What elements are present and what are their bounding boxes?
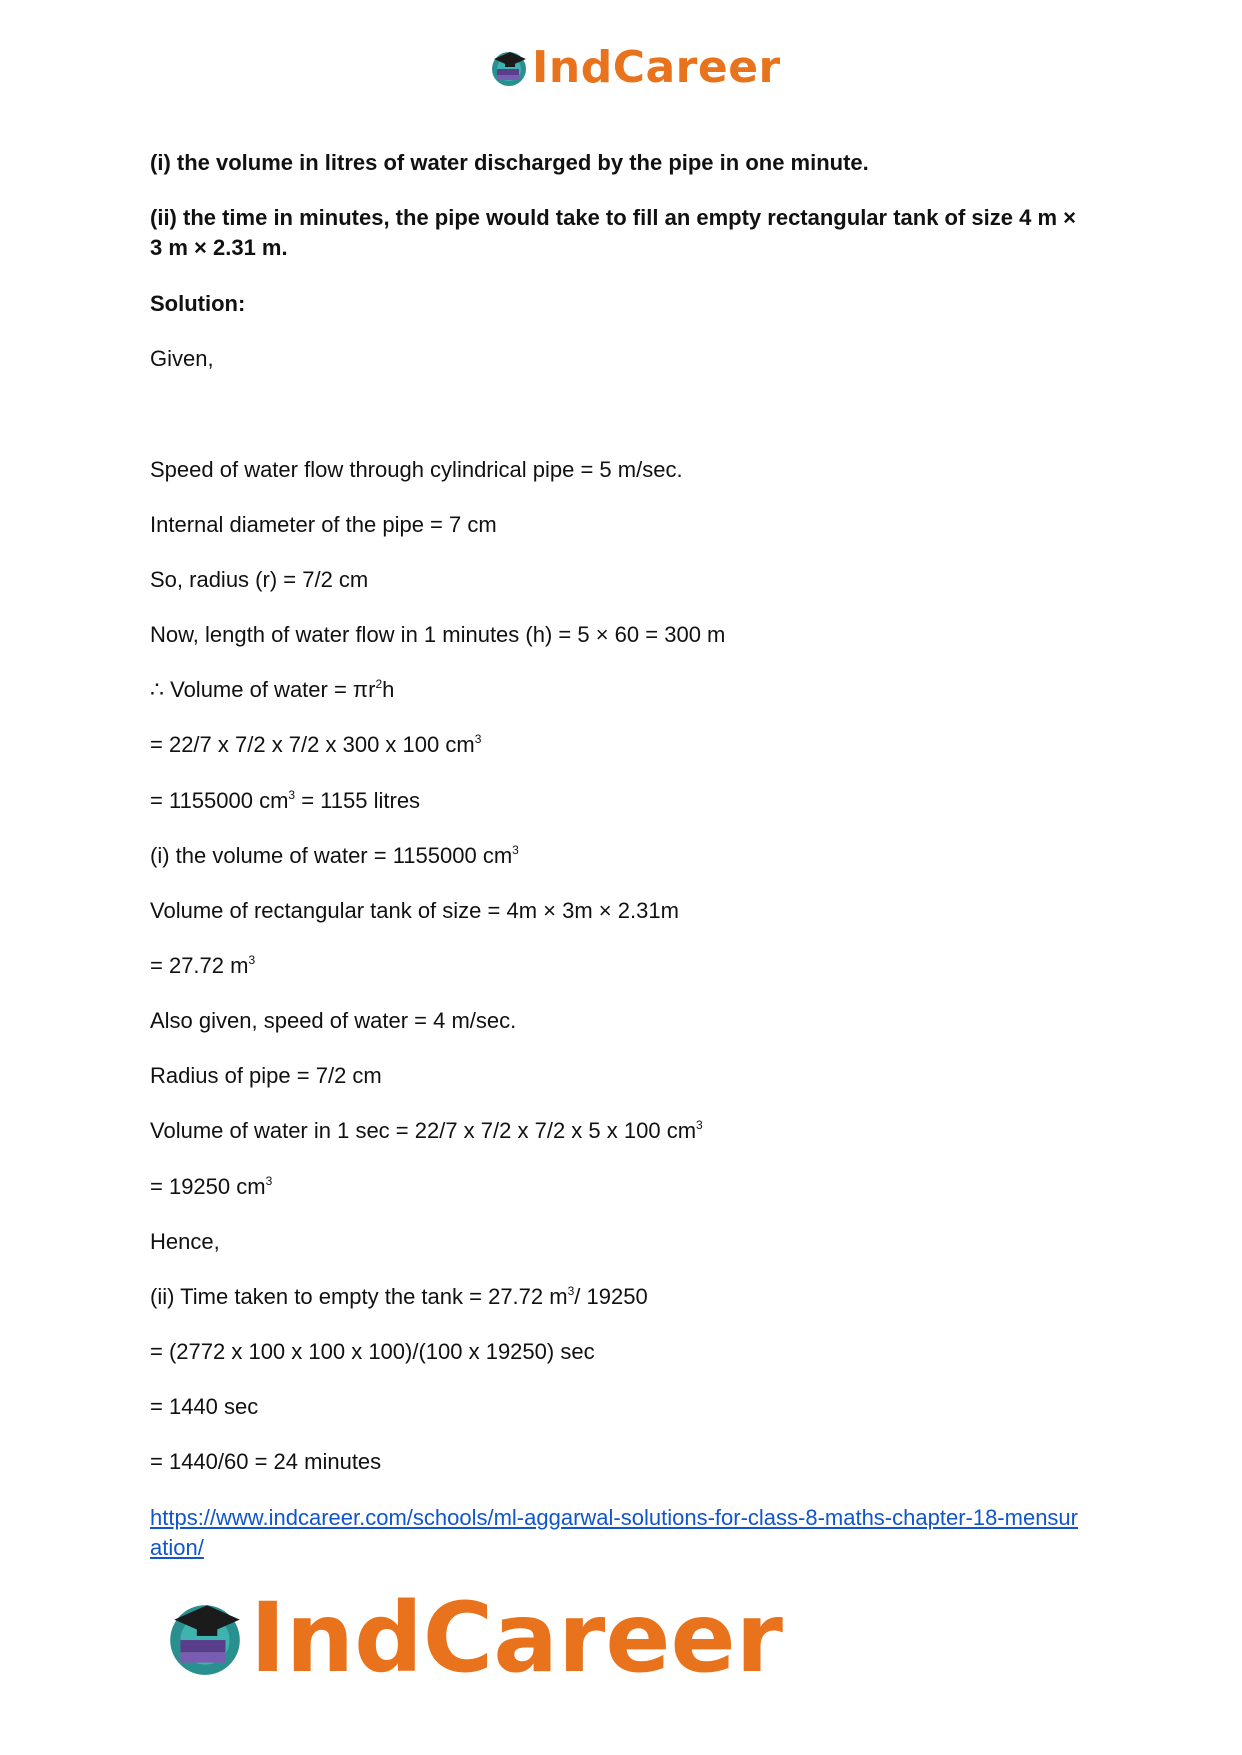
solution-line: Internal diameter of the pipe = 7 cm bbox=[150, 512, 497, 537]
solution-line: = 19250 $cm^3$ bbox=[150, 1174, 273, 1199]
brand-name: IndCareer bbox=[250, 1582, 783, 1694]
solution-line: Volume of water in 1 sec = 22/7 x 7/2 x 7/2 x 5 x 100 $cm^3$ bbox=[150, 1118, 703, 1143]
solution-line: = 27.72 $m^3$ bbox=[150, 953, 256, 978]
solution-line: = (2772 x 100 x 100 x 100)/(100 x 19250) sec bbox=[150, 1339, 595, 1364]
solution-line: (ii) Time taken to empty the tank = 27.72 $m^3/$ 19250 bbox=[150, 1284, 648, 1309]
solution-line: So, radius (r) = 7/2 cm bbox=[150, 567, 369, 592]
question-part-i: (i) the volume in litres of water discharged by the pipe in one minute. bbox=[150, 150, 869, 175]
solution-line: = 1440/60 = 24 minutes bbox=[150, 1449, 382, 1474]
brand-name: IndCareer bbox=[532, 42, 781, 93]
solution-line: = 1440 sec bbox=[150, 1394, 259, 1419]
header-logo bbox=[488, 42, 781, 93]
solution-line: = 1155000 $cm^3 = 1155$ litres bbox=[150, 788, 421, 813]
solution-line: Radius of pipe = 7/2 cm bbox=[150, 1063, 382, 1088]
solution-line: Also given, speed of water = 4 m/sec. bbox=[150, 1008, 517, 1033]
graduation-cap-book-icon bbox=[488, 47, 530, 89]
solution-heading: Solution: bbox=[150, 291, 246, 316]
given-label: Given, bbox=[150, 346, 214, 371]
solution-line: Volume of rectangular tank of size = 4m × 3m × 2.31m bbox=[150, 898, 679, 923]
solution-line: Now, length of water flow in 1 minutes (h) = 5 × 60 = 300 m bbox=[150, 622, 726, 647]
question-part-ii: (ii) the time in minutes, the pipe would take to fill an empty rectangular tank of size 4 m × 3 m × 2.31 m. bbox=[150, 205, 1076, 260]
solution-line: = 22/7 x 7/2 x 7/2 x 300 x 100 $cm^3$ bbox=[150, 732, 482, 757]
graduation-cap-book-icon bbox=[162, 1595, 248, 1681]
solution-line: Hence, bbox=[150, 1229, 220, 1254]
source-link[interactable]: https://www.indcareer.com/schools/ml-aggarwal-solutions-for-class-8-maths-chapter-18-mensuration/ bbox=[150, 1505, 1078, 1560]
solution-line: Speed of water flow through cylindrical pipe = 5 m/sec. bbox=[150, 457, 683, 482]
footer-logo bbox=[162, 1582, 783, 1694]
solution-line: ∴ Volume of water = $\pi r^2h$ bbox=[150, 677, 395, 702]
solution-line: (i) the volume of water = 1155000 $cm^3$ bbox=[150, 843, 519, 868]
